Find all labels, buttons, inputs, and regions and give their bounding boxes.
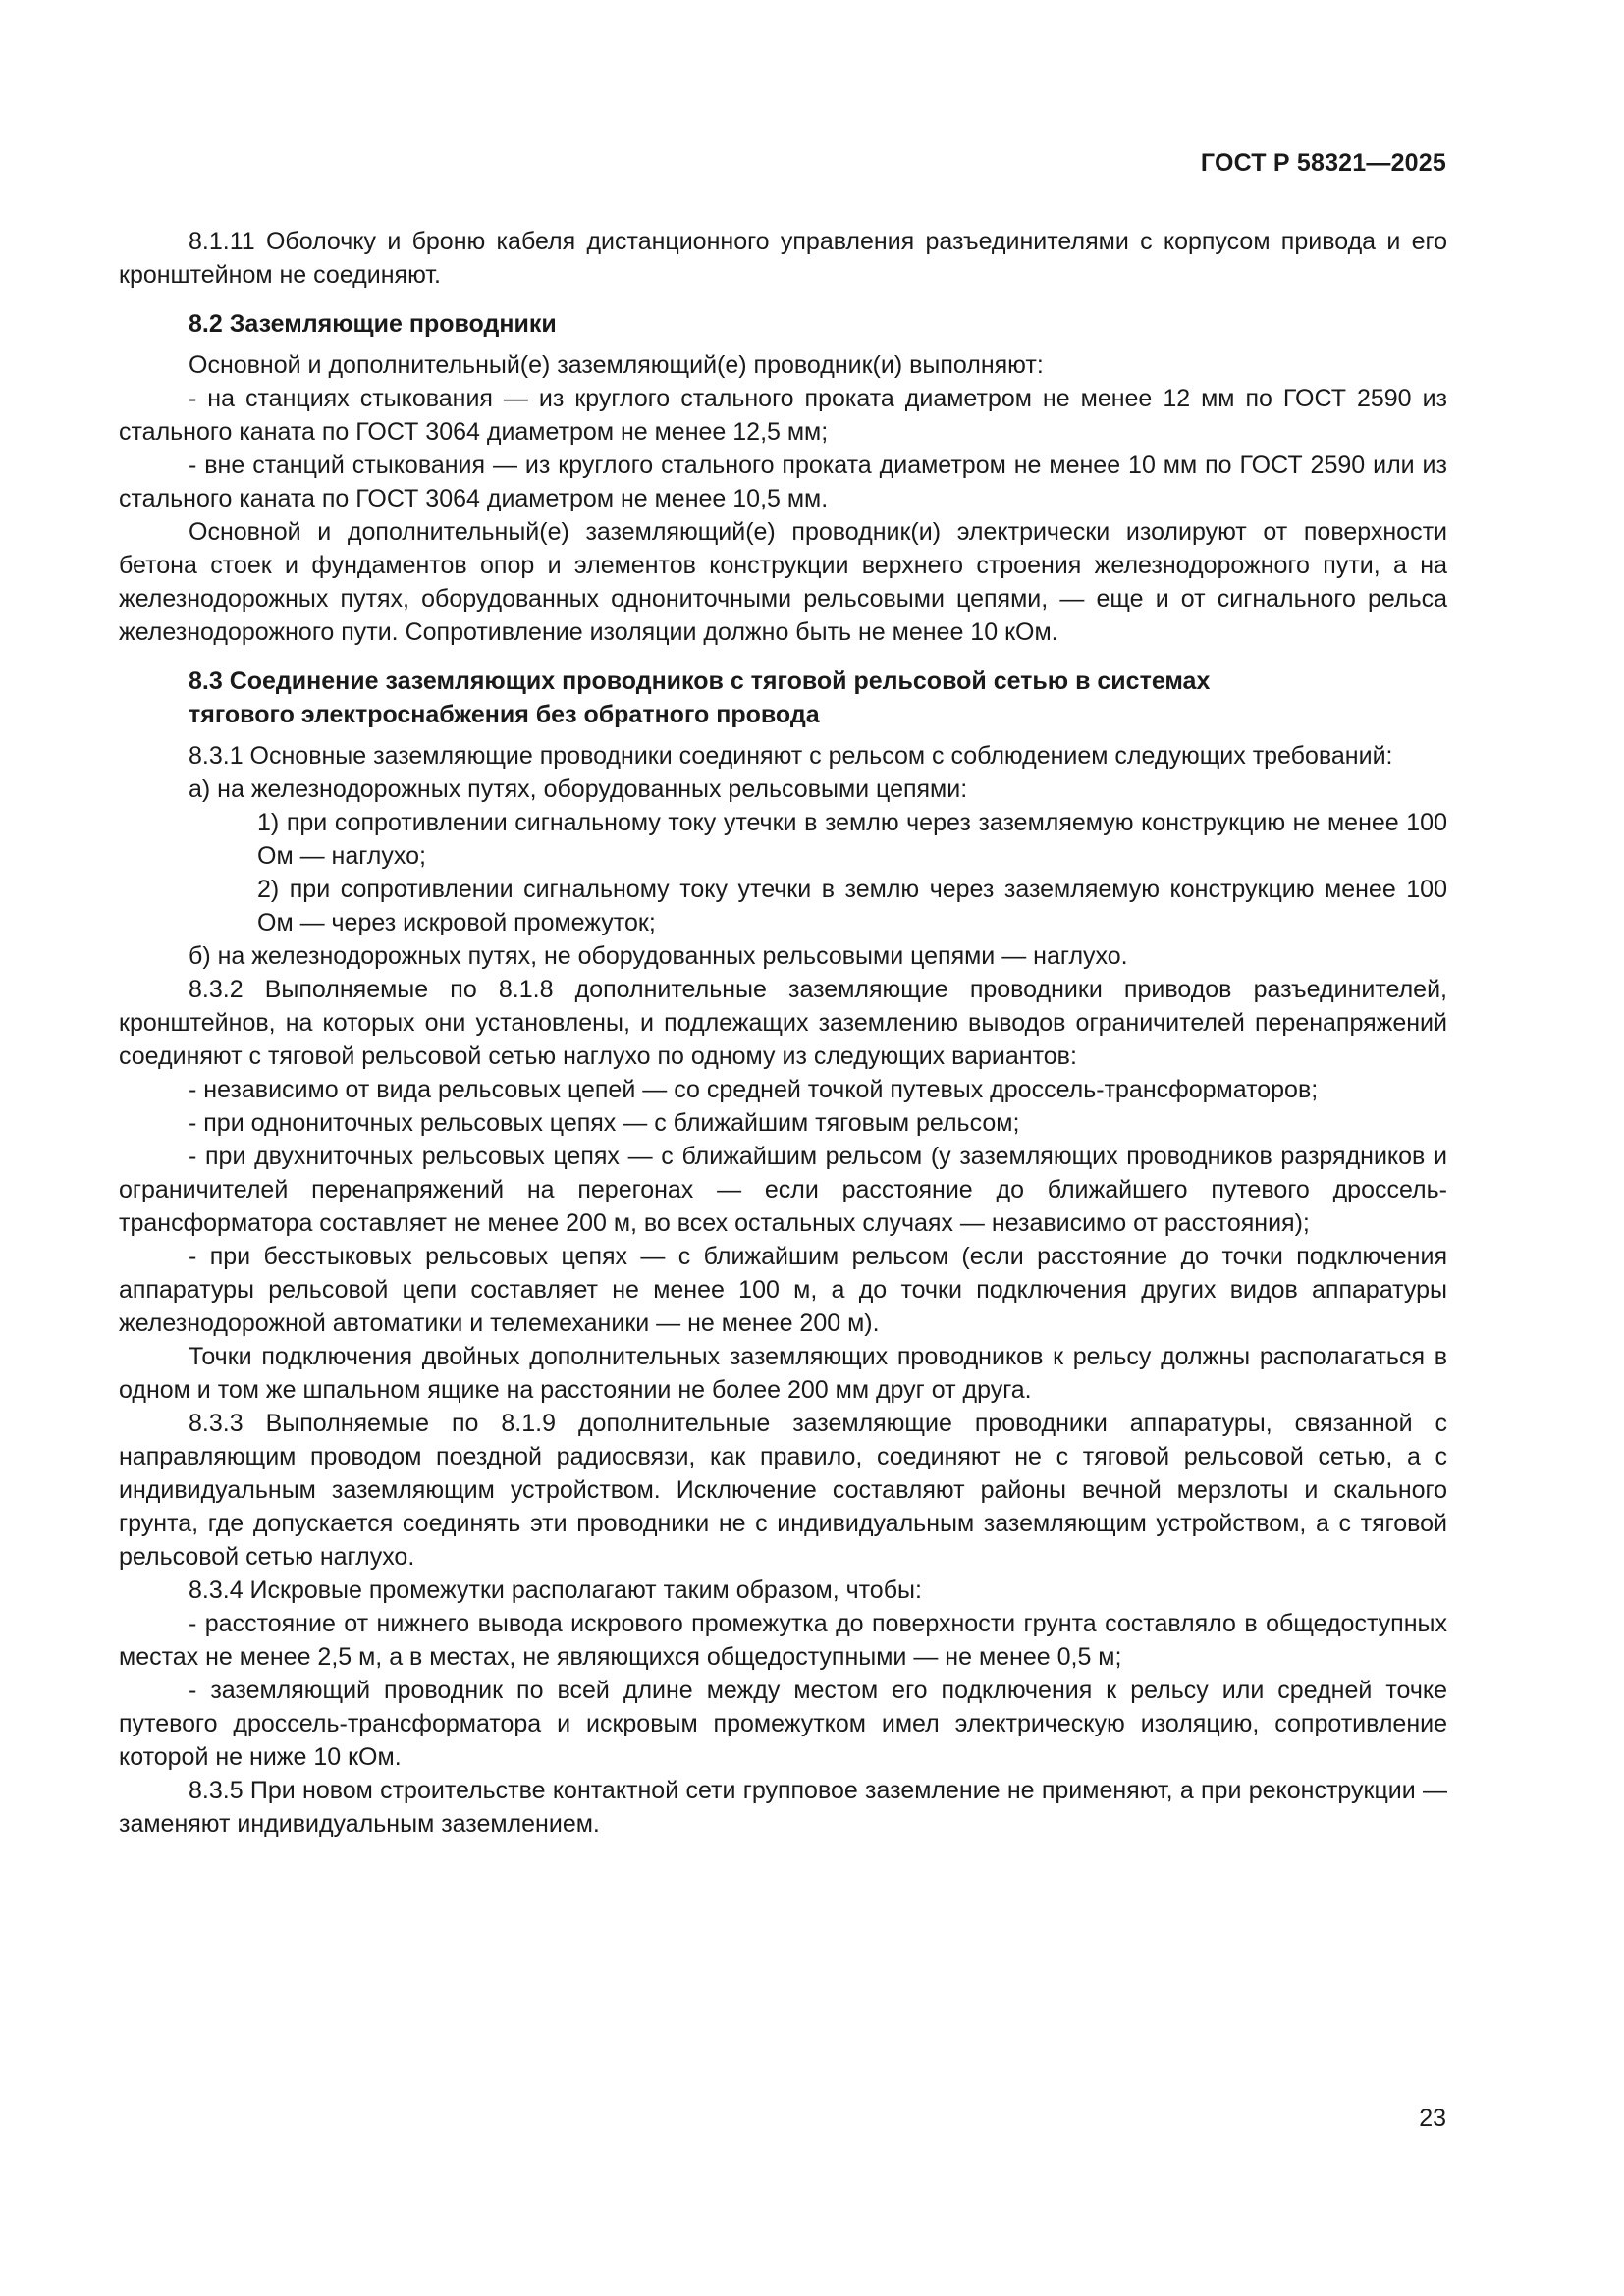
list-item-8-3-1-a-1: 1) при сопротивлении сигнальному току утечки в землю через заземляемую конструкцию не менее 100 Ом — наглухо; (257, 809, 1447, 870)
list-item-8-2-2: - вне станций стыкования — из круглого стального проката диаметром не менее 10 мм по ГОСТ 2590 или из стального каната по ГОСТ 3064 диаметром не менее 10,5 мм. (119, 452, 1447, 512)
list-item-8-3-1-a-2: 2) при сопротивлении сигнальному току утечки в землю через заземляемую конструкцию менее 100 Ом — через искровой промежуток; (257, 876, 1447, 936)
section-heading-8-2: 8.2 Заземляющие проводники (189, 310, 557, 338)
list-item-8-3-1-a: а) на железнодорожных путях, оборудованных рельсовыми цепями: (189, 775, 968, 803)
paragraph-8-3-2: 8.3.2 Выполняемые по 8.1.8 дополнительные заземляющие проводники приводов разъединителей, кронштейнов, на которых они установлены, и подлежащих заземлению выводов ограничителей перенапряжений соединяют с тяговой рельсовой сетью наглухо по одному из следующих вариантов: (119, 976, 1447, 1070)
page-number: 23 (1419, 2105, 1446, 2132)
section-heading-8-3-line1: 8.3 Соединение заземляющих проводников с тяговой рельсовой сетью в системах (189, 667, 1211, 695)
section-heading-8-3-line2: тягового электроснабжения без обратного провода (189, 701, 820, 728)
list-item-8-3-2-4: - при бесстыковых рельсовых цепях — с ближайшим рельсом (если расстояние до точки подключения аппаратуры рельсовой цепи составляет не менее 100 м, а до точки подключения других видов аппаратуры железнодорожной автоматики и телемеханики — не менее 200 м). (119, 1243, 1447, 1337)
list-item-8-3-1-b: б) на железнодорожных путях, не оборудованных рельсовыми цепями — наглухо. (189, 942, 1128, 970)
paragraph-8-3-4: 8.3.4 Искровые промежутки располагают таким образом, чтобы: (189, 1576, 922, 1604)
section-heading-8-3 (119, 665, 1447, 731)
paragraph-8-2-isolation: Основной и дополнительный(е) заземляющий(е) проводник(и) электрически изолируют от поверхности бетона стоек и фундаментов опор и элементов конструкции верхнего строения железнодорожного пути, а на железнодорожных путях, оборудованных однониточными рельсовыми цепями, — еще и от сигнального рельса железнодорожного пути. Сопротивление изоляции должно быть не менее 10 кОм. (119, 518, 1447, 646)
paragraph-8-2-intro: Основной и дополнительный(е) заземляющий(е) проводник(и) выполняют: (189, 351, 1044, 379)
paragraph-8-1-11: 8.1.11 Оболочку и броню кабеля дистанционного управления разъединителями с корпусом привода и его кронштейном не соединяют. (119, 228, 1447, 289)
paragraph-8-3-2-tail: Точки подключения двойных дополнительных заземляющих проводников к рельсу должны располагаться в одном и том же шпальном ящике на расстоянии не более 200 мм друг от друга. (119, 1343, 1447, 1404)
list-item-8-3-4-1: - расстояние от нижнего вывода искрового промежутка до поверхности грунта составляло в общедоступных местах не менее 2,5 м, а в местах, не являющихся общедоступными — не менее 0,5 м; (119, 1610, 1447, 1671)
document-standard-id: ГОСТ Р 58321—2025 (1200, 149, 1446, 177)
paragraph-8-3-5: 8.3.5 При новом строительстве контактной сети групповое заземление не применяют, а при реконструкции — заменяют индивидуальным заземлением. (119, 1777, 1447, 1838)
document-body (119, 225, 1447, 1841)
list-item-8-3-4-2: - заземляющий проводник по всей длине между местом его подключения к рельсу или средней точке путевого дроссель-трансформатора и искровым промежутком имел электрическую изоляцию, сопротивление которой не ниже 10 кОм. (119, 1677, 1447, 1771)
paragraph-8-3-3: 8.3.3 Выполняемые по 8.1.9 дополнительные заземляющие проводники аппаратуры, связанной с направляющим проводом поездной радиосвязи, как правило, соединяют не с тяговой рельсовой сетью, а с индивидуальным заземляющим устройством. Исключение составляют районы вечной мерзлоты и скального грунта, где допускается соединять эти проводники не с индивидуальным заземляющим устройством, а с тяговой рельсовой сетью наглухо. (119, 1410, 1447, 1571)
paragraph-8-3-1: 8.3.1 Основные заземляющие проводники соединяют с рельсом с соблюдением следующих требований: (189, 742, 1393, 770)
list-item-8-3-2-2: - при однониточных рельсовых цепях — с ближайшим тяговым рельсом; (189, 1109, 1020, 1137)
list-item-8-2-1: - на станциях стыкования — из круглого стального проката диаметром не менее 12 мм по ГОСТ 2590 из стального каната по ГОСТ 3064 диаметром не менее 12,5 мм; (119, 385, 1447, 446)
list-item-8-3-2-1: - независимо от вида рельсовых цепей — со средней точкой путевых дроссель-трансформаторов; (189, 1076, 1319, 1103)
list-item-8-3-2-3: - при двухниточных рельсовых цепях — с ближайшим рельсом (у заземляющих проводников разрядников и ограничителей перенапряжений на перегонах — если расстояние до ближайшего путевого дроссель-трансформатора составляет не менее 200 м, во всех остальных случаях — независимо от расстояния); (119, 1143, 1447, 1237)
